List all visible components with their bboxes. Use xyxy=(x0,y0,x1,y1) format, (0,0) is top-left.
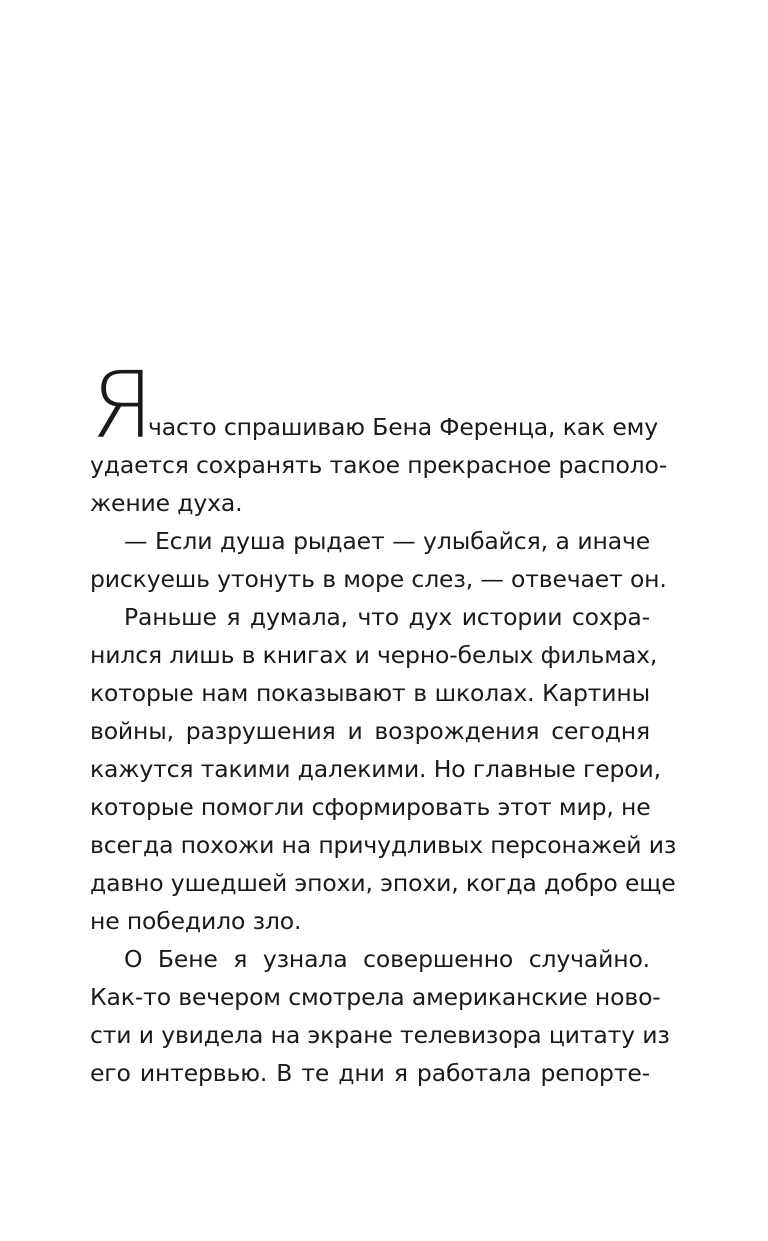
text-line: которые нам показывают в школах. Картины xyxy=(90,679,650,707)
text-line: Как-то вечером смотрела американские ново- xyxy=(90,983,661,1011)
text-line: его интервью. В те дни я работала репорте- xyxy=(90,1059,650,1087)
text-line: сти и увидела на экране телевизора цитату из xyxy=(90,1021,670,1049)
text-line: войны, разрушения и возрождения сегодня xyxy=(90,717,650,745)
text-line: Раньше я думала, что дух истории сохра- xyxy=(124,603,650,631)
text-line: О Бене я узнала совершенно случайно. xyxy=(124,945,650,973)
drop-cap: Я xyxy=(90,352,154,459)
text-line: жение духа. xyxy=(90,489,243,517)
text-line: давно ушедшей эпохи, эпохи, когда добро еще xyxy=(90,869,676,897)
text-line: часто спрашиваю Бена Ференца, как ему xyxy=(148,413,659,441)
text-line: рискуешь утонуть в море слез, — отвечает он. xyxy=(90,565,667,593)
text-line: нился лишь в книгах и черно-белых фильмах, xyxy=(90,641,658,669)
text-line: не победило зло. xyxy=(90,907,302,935)
text-line: удается сохранять такое прекрасное располо- xyxy=(90,451,668,479)
text-line: — Если душа рыдает — улыбайся, а иначе xyxy=(124,527,650,555)
text-line: которые помогли сформировать этот мир, не xyxy=(90,793,651,821)
text-line: всегда похожи на причудливых персонажей из xyxy=(90,831,677,859)
text-line: кажутся такими далекими. Но главные герои, xyxy=(90,755,661,783)
